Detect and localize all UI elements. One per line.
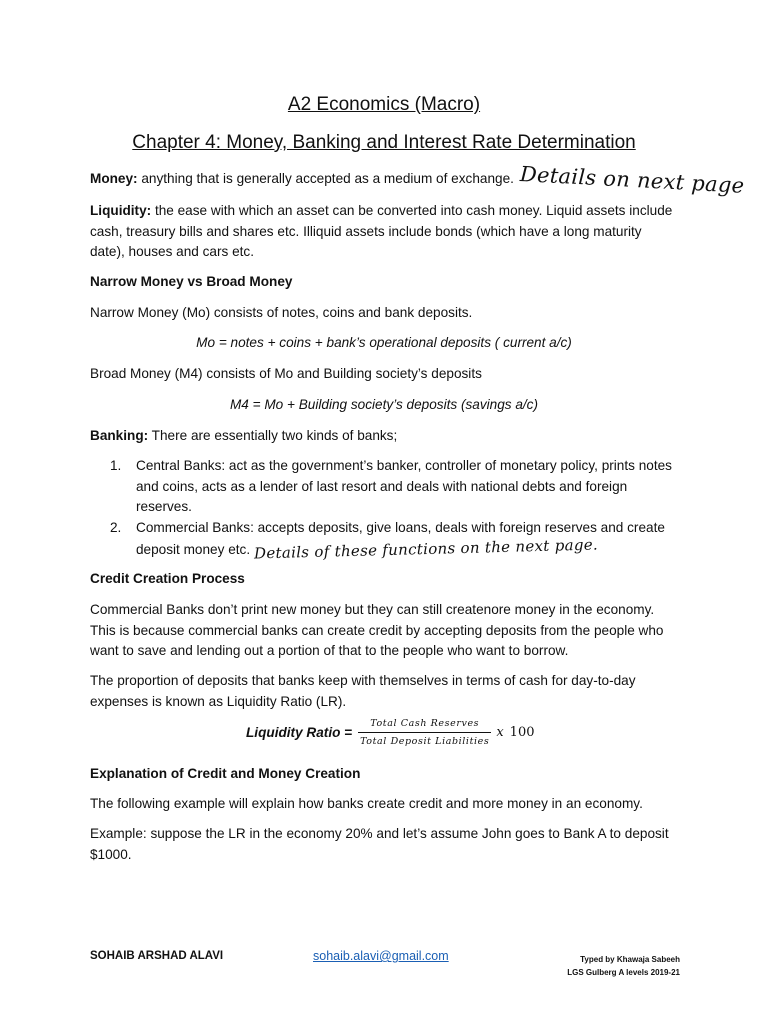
explanation-paragraph: The following example will explain how banks create credit and more money in an economy. (90, 796, 643, 811)
banking-definition (90, 426, 680, 447)
credit-creation-heading: Credit Creation Process (90, 571, 245, 586)
narrow-money-text: Narrow Money (Mo) consists of notes, coins and bank deposits. (90, 305, 473, 320)
liquidity-ratio-formula (246, 718, 535, 747)
liquidity-term: Liquidity: (90, 203, 152, 218)
broad-money-formula: M4 = Mo + Building society’s deposits (savings a/c) (229, 397, 539, 412)
list-item-text: Commercial Banks: accepts deposits, give loans, deals with foreign reserves and create deposit money etc. (136, 520, 665, 557)
explanation-heading: Explanation of Credit and Money Creation (90, 766, 361, 781)
formula-multiply-sign: x (496, 725, 504, 740)
formula-multiplier: 100 (509, 725, 535, 740)
formula-lhs: Liquidity Ratio = (246, 725, 353, 740)
document-title: A2 Economics (Macro) (287, 94, 481, 115)
banking-term: Banking: (90, 428, 149, 443)
liquidity-ratio-paragraph: The proportion of deposits that banks keep with themselves in terms of cash for day-to-day expenses is known as Liquidity Ratio (LR). (90, 673, 636, 709)
handwritten-note-money: Details on next page (519, 162, 746, 198)
broad-money-text: Broad Money (M4) consists of Mo and Building society’s deposits (90, 366, 482, 381)
liquidity-text: the ease with which an asset can be converted into cash money. Liquid assets include cash, treasury bills and shares etc. Illiquid assets include bonds (which have a long maturity date), houses and cars etc. (90, 203, 673, 259)
banking-text: There are essentially two kinds of banks; (148, 428, 398, 443)
narrow-money-formula: Mo = notes + coins + bank’s operational deposits ( current a/c) (196, 335, 572, 350)
footer-author: SOHAIB ARSHAD ALAVI (90, 950, 224, 962)
footer-email-link[interactable]: sohaib.alavi@gmail.com (313, 949, 449, 963)
footer-credits (520, 953, 680, 979)
formula-denominator: Total Deposit Liabilities (360, 736, 490, 747)
fraction-bar (358, 732, 491, 733)
list-item-text-wrap (136, 518, 681, 560)
list-item-text: Central Banks: act as the government’s banker, controller of monetary policy, prints notes and coins, acts as a lender of last resort and deals with national debts and foreign reserves. (136, 458, 672, 514)
narrow-broad-heading: Narrow Money vs Broad Money (90, 274, 293, 289)
liquidity-definition (90, 201, 680, 263)
money-term: Money: (90, 171, 138, 186)
example-paragraph: Example: suppose the LR in the economy 20% and let’s assume John goes to Bank A to deposit $1000. (90, 826, 669, 862)
formula-fraction (358, 718, 491, 747)
money-text: anything that is generally accepted as a medium of exchange. (137, 171, 514, 186)
chapter-title: Chapter 4: Money, Banking and Interest Rate Determination (132, 132, 636, 153)
list-item-number: 1. (110, 458, 122, 473)
footer-school: LGS Gulberg A levels 2019-21 (567, 968, 680, 977)
handwritten-note-functions: Details of these functions on the next page. (253, 535, 599, 562)
list-item-number: 2. (110, 520, 122, 535)
credit-creation-paragraph: Commercial Banks don’t print new money but they can still createnore money in the economy. This is because commercial banks can create credit by accepting deposits from the people who want to save and lending out a portion of that to the people who want to borrow. (90, 602, 664, 658)
footer-typed-by: Typed by Khawaja Sabeeh (580, 955, 680, 964)
formula-numerator: Total Cash Reserves (370, 718, 480, 729)
